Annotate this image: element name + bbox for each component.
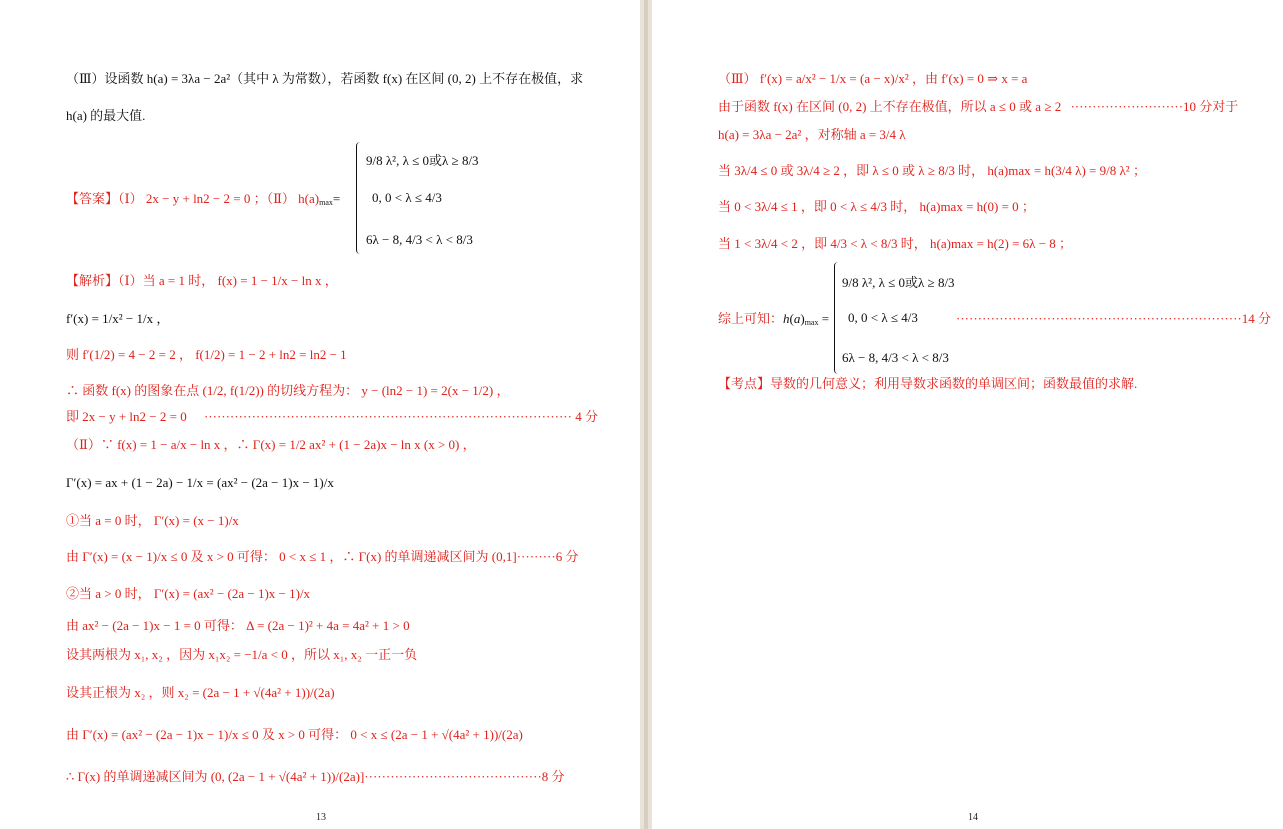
score-4: 4 分 xyxy=(575,409,598,424)
score-14-line: ··································································14 分 xyxy=(956,311,1271,326)
h-line: h(a) = 3λa − 2a² ，对称轴 a = 3/4 λ xyxy=(718,127,906,142)
score-10: 10 分对于 xyxy=(1183,99,1239,114)
answer-line: 【答案】（Ⅰ） 2x − y + ln2 − 2 = 0 ；（Ⅱ） $h(a)_{max}=$ xyxy=(66,191,341,207)
score-6: 6 分 xyxy=(555,549,579,564)
page-14 xyxy=(652,0,1283,829)
score-8: 8 分 xyxy=(541,769,565,784)
case2-line: ②当 a > 0 时， Γ′(x) = (ax² − (2a − 1)x − 1)/x xyxy=(66,586,311,601)
summary-case-2: 0, 0 < λ ≤ 4/3 xyxy=(848,310,918,325)
page-13 xyxy=(0,0,640,829)
answer-case-3: 6λ − 8, 4/3 < λ < 8/3 xyxy=(366,232,473,247)
case2b-line: 由 ax² − (2a − 1)x − 1 = 0 可得： Δ = (2a − 1)² + 4a = 4a² + 1 > 0 xyxy=(66,618,410,633)
summary-case-3: 6λ − 8, 4/3 < λ < 8/3 xyxy=(842,350,949,365)
tangent-line: ∴ 函数 f(x) 的图象在点 (1/2, f(1/2)) 的切线方程为： y − (ln2 − 1) = 2(x − 1/2) ， xyxy=(66,383,510,398)
case-b-line: 当 0 < 3λ/4 ≤ 1 ，即 0 < λ ≤ 4/3 时， h(a)max = h(0) = 0 ； xyxy=(718,199,1035,214)
condition-line: 由于函数 f(x) 在区间 (0, 2) 上不存在极值，所以 a ≤ 0 或 a ≥ 2 ··························10 分对于 xyxy=(718,99,1239,114)
case-a-line: 当 3λ/4 ≤ 0 或 3λ/4 ≥ 2 ，即 λ ≤ 0 或 λ ≥ 8/3 时， h(a)max = h(3/4 λ) = 9/8 λ² ； xyxy=(718,163,1146,178)
part2-line: （Ⅱ）∵ f(x) = 1 − a/x − ln x ，∴ Γ(x) = 1/2 ax² + (1 − 2a)x − ln x (x > 0) ， xyxy=(66,437,476,452)
roots-line: 设其两根为 x₁, x₂ ，因为 x₁x₂ = −1/a < 0 ，所以 x₁, x₂ 一正一负 xyxy=(66,647,418,662)
summary-case-1: 9/8 λ², λ ≤ 0或λ ≥ 8/3 xyxy=(842,275,955,290)
analysis-line-1: 【解析】（Ⅰ）当 a = 1 时， f(x) = 1 − 1/x − ln x ， xyxy=(66,273,338,288)
q3-text-cont: h(a) 的最大值. xyxy=(66,108,146,123)
summary-label: 综上可知： xyxy=(718,311,784,326)
summary-brace xyxy=(834,262,838,374)
decr-line: ∴ Γ(x) 的单调递减区间为 (0, (2a − 1 + √(4a² + 1))/(2a)]·········································8 分 xyxy=(66,769,565,784)
q3-solution-line: （Ⅲ） f′(x) = a/x² − 1/x = (a − x)/x² ，由 f′(x) = 0 ⇒ x = a xyxy=(718,71,1028,86)
answer-label: 【答案】 xyxy=(66,191,119,206)
page-number: 14 xyxy=(968,812,978,823)
fprime-line: f′(x) = 1/x² − 1/x ， xyxy=(66,311,170,326)
ie-line: 即 2x − y + ln2 − 2 = 0 ····················································································· 4 分 xyxy=(66,409,598,424)
summary-line: 综上可知：$h(a)_{max}$ = xyxy=(718,311,830,327)
piecewise-brace xyxy=(356,142,360,254)
pos-root-line: 设其正根为 x₂ ，则 x₂ = (2a − 1 + √(4a² + 1))/(2a) xyxy=(66,685,335,700)
case-c-line: 当 1 < 3λ/4 < 2 ，即 4/3 < λ < 8/3 时， h(a)max = h(2) = 6λ − 8 ； xyxy=(718,236,1073,251)
gamma-prime-line: Γ′(x) = ax + (1 − 2a) − 1/x = (ax² − (2a − 1)x − 1)/x xyxy=(66,475,334,490)
answer-case-2: 0, 0 < λ ≤ 4/3 xyxy=(372,190,442,205)
case1b-line: 由 Γ′(x) = (x − 1)/x ≤ 0 及 x > 0 可得： 0 < x ≤ 1 ，∴ Γ(x) 的单调递减区间为 (0,1]·········6 分 xyxy=(66,549,579,564)
q3-text: （Ⅲ）设函数 h(a) = 3λa − 2a²（其中 λ 为常数），若函数 f(x) 在区间 (0, 2) 上不存在极值，求 xyxy=(66,71,584,86)
page-gutter xyxy=(640,0,652,829)
score-14: 14 分 xyxy=(1241,311,1271,326)
ineq-line: 由 Γ′(x) = (ax² − (2a − 1)x − 1)/x ≤ 0 及 x > 0 可得： 0 < x ≤ (2a − 1 + √(4a² + 1))/(2a) xyxy=(66,727,523,742)
kaodian-line: 【考点】导数的几何意义；利用导数求函数的单调区间；函数最值的求解. xyxy=(718,376,1138,391)
then-line: 则 f′(1/2) = 4 − 2 = 2 ， f(1/2) = 1 − 2 + ln2 = ln2 − 1 xyxy=(66,347,347,362)
answer-case-1: 9/8 λ², λ ≤ 0或λ ≥ 8/3 xyxy=(366,153,479,168)
kaodian-label: 【考点】 xyxy=(718,376,771,391)
case1-line: ①当 a = 0 时， Γ′(x) = (x − 1)/x xyxy=(66,513,239,528)
analysis-label: 【解析】 xyxy=(66,273,119,288)
page-number: 13 xyxy=(316,812,326,823)
